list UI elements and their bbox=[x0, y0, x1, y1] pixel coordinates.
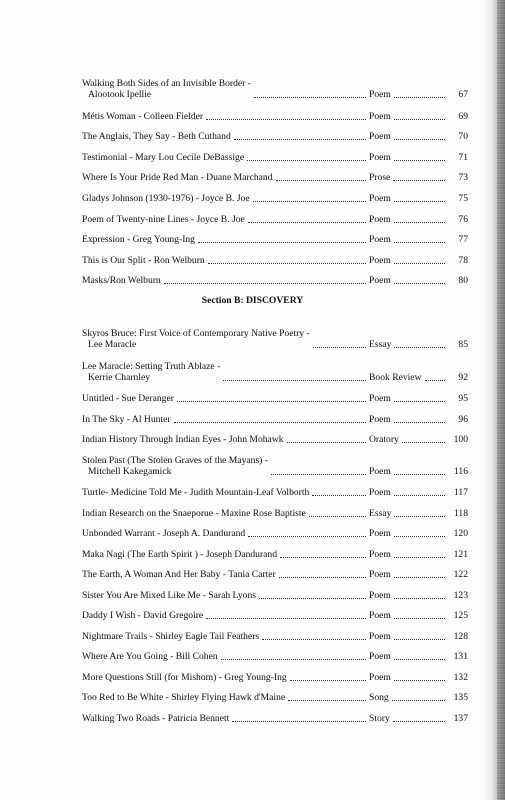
toc-entry-title: Walking Both Sides of an Invisible Border - bbox=[82, 78, 251, 89]
section-b-heading: Section B: DISCOVERY bbox=[201, 295, 304, 306]
toc-entry-type: Poem bbox=[369, 548, 391, 560]
toc-entry-title-column bbox=[82, 414, 369, 425]
toc-entry bbox=[82, 569, 468, 580]
toc-entry-page-number: 76 bbox=[458, 213, 468, 225]
toc-entry-type: Poem bbox=[369, 110, 391, 122]
toc-entry bbox=[82, 214, 468, 225]
dot-leader bbox=[394, 557, 445, 558]
dot-leader bbox=[208, 263, 366, 264]
toc-entry bbox=[82, 455, 468, 477]
toc-entry-type: Song bbox=[369, 692, 389, 704]
toc-entry-page-number: 120 bbox=[453, 528, 468, 540]
toc-entry-type-column bbox=[369, 214, 448, 225]
toc-entry-type: Poem bbox=[369, 151, 391, 163]
dot-leader bbox=[221, 659, 366, 660]
toc-entry-title: Too Red to Be White - Shirley Flying Hawk d'Maine bbox=[82, 692, 286, 704]
toc-entry-author-line bbox=[82, 89, 251, 100]
toc-entry-author: Mitchell Kakegamick bbox=[88, 465, 172, 477]
toc-entry bbox=[82, 610, 468, 621]
toc-entry-type: Poem bbox=[369, 487, 391, 499]
toc-entry-page-number: 116 bbox=[453, 465, 468, 477]
toc-entry-title-stack bbox=[82, 361, 220, 383]
toc-entry-page-number: 73 bbox=[458, 172, 468, 184]
toc-entry bbox=[82, 172, 468, 183]
toc-entry-type-column bbox=[369, 131, 448, 142]
toc-entry-type-column bbox=[369, 590, 448, 601]
toc-entry-title-column bbox=[82, 255, 369, 266]
dot-leader bbox=[394, 160, 445, 161]
toc-entry-title: In The Sky - Al Hunter bbox=[82, 413, 171, 425]
toc-entry-type: Poem bbox=[369, 630, 391, 642]
toc-entry-type: Poem bbox=[369, 651, 391, 663]
toc-section-a bbox=[82, 78, 468, 296]
toc-entry-page-number: 80 bbox=[458, 275, 468, 287]
toc-entry-title-column bbox=[82, 508, 369, 519]
toc-entry-type: Poem bbox=[369, 192, 391, 204]
toc-entry-title-column bbox=[82, 434, 369, 445]
toc-entry-title-column bbox=[82, 193, 369, 204]
toc-entry bbox=[82, 131, 468, 142]
toc-entry-title: Poem of Twenty-nine Lines - Joyce B. Joe bbox=[82, 213, 245, 225]
dot-leader bbox=[206, 119, 366, 120]
toc-entry-type: Oratory bbox=[369, 434, 399, 446]
toc-entry-page-number: 123 bbox=[453, 589, 468, 601]
dot-leader bbox=[287, 442, 366, 443]
toc-entry-type-column bbox=[369, 631, 448, 642]
toc-entry-page-number: 71 bbox=[458, 151, 468, 163]
toc-entry-title-stack bbox=[82, 455, 268, 477]
toc-entry-title: Indian History Through Indian Eyes - John Mohawk bbox=[82, 434, 284, 446]
toc-entry bbox=[82, 651, 468, 662]
toc-entry-title: Expression - Greg Young-Ing bbox=[82, 234, 195, 246]
dot-leader bbox=[394, 139, 445, 140]
toc-entry-author-line bbox=[82, 339, 310, 350]
toc-entry bbox=[82, 152, 468, 163]
toc-entry bbox=[82, 234, 468, 245]
toc-entry bbox=[82, 393, 468, 404]
toc-entry bbox=[82, 255, 468, 266]
dot-leader bbox=[174, 422, 366, 423]
toc-entry-title-column bbox=[82, 487, 369, 498]
dot-leader bbox=[394, 495, 445, 496]
dot-leader bbox=[290, 680, 366, 681]
dot-leader bbox=[234, 139, 366, 140]
toc-entry-title-column bbox=[82, 214, 369, 225]
toc-entry-page-number: 70 bbox=[458, 131, 468, 143]
toc-entry-type: Poem bbox=[369, 393, 391, 405]
toc-entry-type-column bbox=[369, 89, 448, 100]
dot-leader bbox=[394, 119, 445, 120]
toc-entry-type: Prose bbox=[369, 172, 391, 184]
dot-leader bbox=[248, 222, 366, 223]
toc-entry-type: Poem bbox=[369, 131, 391, 143]
toc-entry bbox=[82, 78, 468, 100]
toc-entry-type: Poem bbox=[369, 413, 391, 425]
toc-entry bbox=[82, 672, 468, 683]
toc-entry-type-column bbox=[369, 549, 448, 560]
toc-entry-title-stack bbox=[82, 78, 251, 100]
toc-entry-title: Walking Two Roads - Patricia Bennett bbox=[82, 712, 230, 724]
toc-entry-page-number: 85 bbox=[458, 339, 468, 350]
dot-leader bbox=[392, 700, 445, 701]
toc-entry-title-column bbox=[82, 328, 369, 350]
toc-entry bbox=[82, 328, 468, 350]
toc-entry-page-number: 78 bbox=[458, 254, 468, 266]
toc-entry-type-column bbox=[369, 111, 448, 122]
dot-leader bbox=[223, 380, 366, 381]
toc-entry-page-number: 69 bbox=[458, 110, 468, 122]
dot-leader bbox=[394, 222, 445, 223]
toc-entry-title: Unbonded Warrant - Joseph A. Dandurand bbox=[82, 528, 246, 540]
toc-entry-title: Lee Maracle: Setting Truth Ablaze - bbox=[82, 360, 221, 372]
toc-entry-page-number: 77 bbox=[458, 234, 468, 246]
dot-leader bbox=[279, 577, 366, 578]
toc-entry-type-column bbox=[369, 651, 448, 662]
toc-entry-title-column bbox=[82, 275, 369, 286]
toc-entry-type-column bbox=[369, 172, 448, 183]
toc-entry-type: Poem bbox=[369, 671, 391, 683]
dot-leader bbox=[198, 242, 366, 243]
toc-entry-title: Masks/Ron Welburn bbox=[82, 275, 161, 287]
toc-entry-page-number: 118 bbox=[453, 507, 468, 519]
dot-leader bbox=[394, 97, 445, 98]
toc-entry bbox=[82, 549, 468, 560]
toc-entry-type-column bbox=[369, 152, 448, 163]
dot-leader bbox=[206, 618, 366, 619]
toc-entry-title-column bbox=[82, 631, 369, 642]
toc-entry-title-column bbox=[82, 361, 369, 383]
toc-entry-title: Sister You Are Mixed Like Me - Sarah Lyons bbox=[82, 589, 257, 601]
toc-entry-type: Essay bbox=[369, 339, 392, 350]
toc-entry bbox=[82, 528, 468, 539]
toc-entry-type: Story bbox=[369, 712, 390, 724]
toc-entry-title-column bbox=[82, 234, 369, 245]
dot-leader bbox=[232, 721, 366, 722]
toc-entry-title-column bbox=[82, 713, 369, 724]
dot-leader bbox=[248, 536, 366, 537]
toc-entry-title-stack bbox=[82, 328, 310, 350]
toc-entry-page-number: 75 bbox=[458, 192, 468, 204]
toc-entry-title: The Earth, A Woman And Her Baby - Tania Carter bbox=[82, 569, 276, 581]
dot-leader bbox=[393, 180, 445, 181]
toc-entry bbox=[82, 713, 468, 724]
toc-entry-page-number: 132 bbox=[453, 671, 468, 683]
toc-entry-title-column bbox=[82, 549, 369, 560]
toc-entry-author-line bbox=[82, 466, 268, 477]
toc-entry-type-column bbox=[369, 692, 448, 703]
dot-leader bbox=[393, 721, 445, 722]
dot-leader bbox=[394, 201, 445, 202]
toc-entry-type: Poem bbox=[369, 234, 391, 246]
toc-entry-type-column bbox=[369, 255, 448, 266]
dot-leader bbox=[276, 180, 367, 181]
toc-entry bbox=[82, 434, 468, 445]
toc-entry-title: Turtle- Medicine Told Me - Judith Mountain-Leaf Volborth bbox=[82, 487, 310, 499]
dot-leader bbox=[288, 700, 366, 701]
toc-entry-type: Essay bbox=[369, 507, 392, 519]
dot-leader bbox=[253, 201, 366, 202]
toc-entry-type-column bbox=[369, 234, 448, 245]
toc-entry-title: This is Our Split - Ron Welburn bbox=[82, 254, 205, 266]
toc-entry-page-number: 131 bbox=[453, 651, 468, 663]
toc-entry bbox=[82, 361, 468, 383]
dot-leader bbox=[271, 474, 366, 475]
toc-entry-type-column bbox=[369, 528, 448, 539]
toc-entry-type-column bbox=[369, 193, 448, 204]
toc-entry-type: Poem bbox=[369, 254, 391, 266]
dot-leader bbox=[394, 598, 445, 599]
toc-entry-type: Book Review bbox=[369, 371, 422, 383]
dot-leader bbox=[394, 263, 445, 264]
toc-entry-title: The Anglais, They Say - Beth Cuthand bbox=[82, 131, 231, 143]
toc-entry-title: Stolen Past (The Stolen Graves of the Mayans) - bbox=[82, 454, 268, 466]
dot-leader bbox=[394, 242, 445, 243]
toc-entry bbox=[82, 487, 468, 498]
toc-entry-title: Untitled - Sue Deranger bbox=[82, 393, 174, 405]
toc-entry-type-column bbox=[369, 339, 448, 350]
dot-leader bbox=[394, 577, 445, 578]
toc-entry-author: Kerrie Charnley bbox=[88, 371, 151, 383]
toc-entry-type: Poem bbox=[369, 610, 391, 622]
toc-entry-title: Where Are You Going - Bill Cohen bbox=[82, 651, 218, 663]
toc-entry-title: Indian Research on the Snaeporue - Maxine Rose Baptiste bbox=[82, 507, 306, 519]
toc-entry-type: Poem bbox=[369, 589, 391, 601]
toc-entry-title-column bbox=[82, 172, 369, 183]
toc-entry-page-number: 121 bbox=[453, 548, 468, 560]
toc-entry-title-column bbox=[82, 651, 369, 662]
toc-entry-page-number: 95 bbox=[458, 393, 468, 405]
dot-leader bbox=[394, 659, 445, 660]
toc-entry-title-column bbox=[82, 590, 369, 601]
toc-entry-author: Lee Maracle bbox=[88, 339, 137, 350]
toc-entry bbox=[82, 590, 468, 601]
toc-entry-type-column bbox=[369, 672, 448, 683]
toc-entry-title-column bbox=[82, 528, 369, 539]
toc-entry-title-column bbox=[82, 78, 369, 100]
dot-leader bbox=[402, 442, 445, 443]
toc-entry-type-column bbox=[369, 569, 448, 580]
toc-entry-type-column bbox=[369, 275, 448, 286]
toc-entry-title: Gladys Johnson (1930-1976) - Joyce B. Joe bbox=[82, 192, 250, 204]
toc-entry-title: Where Is Your Pride Red Man - Duane Marchand bbox=[82, 172, 273, 184]
toc-entry-type-column bbox=[369, 393, 448, 404]
dot-leader bbox=[394, 618, 445, 619]
toc-entry-title-column bbox=[82, 692, 369, 703]
toc-entry-page-number: 117 bbox=[453, 487, 468, 499]
toc-entry-title: Métis Woman - Colleen Fielder bbox=[82, 110, 204, 122]
toc-entry-type-column bbox=[369, 466, 448, 477]
dot-leader bbox=[394, 401, 445, 402]
toc-entry bbox=[82, 631, 468, 642]
dot-leader bbox=[312, 495, 366, 496]
toc-entry-type-column bbox=[369, 487, 448, 498]
toc-entry-title-column bbox=[82, 610, 369, 621]
dot-leader bbox=[164, 283, 366, 284]
toc-entry-type: Poem bbox=[369, 275, 391, 287]
toc-entry-page-number: 92 bbox=[458, 371, 468, 383]
toc-entry bbox=[82, 414, 468, 425]
toc-entry bbox=[82, 275, 468, 286]
toc-entry-type-column bbox=[369, 434, 448, 445]
toc-entry-type-column bbox=[369, 414, 448, 425]
dot-leader bbox=[425, 380, 446, 381]
toc-entry-page-number: 137 bbox=[453, 712, 468, 724]
dot-leader bbox=[394, 680, 445, 681]
toc-entry bbox=[82, 111, 468, 122]
toc-entry-type: Poem bbox=[369, 569, 391, 581]
toc-entry-title: Maka Nagi (The Earth Spirit ) - Joseph Dandurand bbox=[82, 548, 278, 560]
toc-entry-type-column bbox=[369, 610, 448, 621]
dot-leader bbox=[394, 474, 445, 475]
dot-leader bbox=[394, 283, 445, 284]
toc-entry-title-column bbox=[82, 455, 369, 477]
toc-entry bbox=[82, 692, 468, 703]
dot-leader bbox=[394, 516, 445, 517]
toc-entry-type: Poem bbox=[369, 528, 391, 540]
toc-entry-page-number: 100 bbox=[453, 434, 468, 446]
dot-leader bbox=[394, 347, 445, 348]
toc-entry-title-column bbox=[82, 672, 369, 683]
toc-entry bbox=[82, 508, 468, 519]
dot-leader bbox=[394, 639, 445, 640]
toc-entry-author-line bbox=[82, 372, 220, 383]
dot-leader bbox=[177, 401, 366, 402]
toc-entry-title-column bbox=[82, 111, 369, 122]
dot-leader bbox=[309, 516, 366, 517]
dot-leader bbox=[254, 97, 366, 98]
toc-entry-type-column bbox=[369, 508, 448, 519]
toc-entry-title: Nightmare Trails - Shirley Eagle Tail Feathers bbox=[82, 630, 260, 642]
dot-leader bbox=[262, 639, 366, 640]
toc-entry-type-column bbox=[369, 372, 448, 383]
toc-entry-page-number: 128 bbox=[453, 630, 468, 642]
toc-entry-author: Alootook Ipellie bbox=[88, 89, 152, 100]
toc-entry-page-number: 135 bbox=[453, 692, 468, 704]
toc-entry-page-number: 67 bbox=[458, 89, 468, 100]
dot-leader bbox=[247, 160, 366, 161]
toc-entry-title-column bbox=[82, 152, 369, 163]
toc-section-b bbox=[82, 328, 468, 733]
toc-entry-title: Testimonial - Mary Lou Cecile DeBassige bbox=[82, 151, 245, 163]
dot-leader bbox=[259, 598, 366, 599]
toc-entry-page-number: 122 bbox=[453, 569, 468, 581]
dot-leader bbox=[280, 557, 366, 558]
toc-entry-type: Poem bbox=[369, 89, 391, 100]
dot-leader bbox=[394, 536, 445, 537]
toc-entry-title: More Questions Still (for Mishom) - Greg Young-Ing bbox=[82, 671, 287, 683]
toc-entry-type: Poem bbox=[369, 213, 391, 225]
toc-entry bbox=[82, 193, 468, 204]
toc-entry-title: Skyros Bruce: First Voice of Contemporary Native Poetry - bbox=[82, 328, 310, 339]
toc-entry-title-column bbox=[82, 569, 369, 580]
toc-entry-page-number: 96 bbox=[458, 413, 468, 425]
dot-leader bbox=[313, 347, 366, 348]
toc-entry-type-column bbox=[369, 713, 448, 724]
toc-entry-page-number: 125 bbox=[453, 610, 468, 622]
dot-leader bbox=[394, 422, 445, 423]
toc-entry-type: Poem bbox=[369, 465, 391, 477]
toc-entry-title-column bbox=[82, 131, 369, 142]
toc-entry-title: Daddy I Wish - David Gregoire bbox=[82, 610, 204, 622]
page-edge-texture bbox=[497, 0, 505, 800]
toc-entry-title-column bbox=[82, 393, 369, 404]
